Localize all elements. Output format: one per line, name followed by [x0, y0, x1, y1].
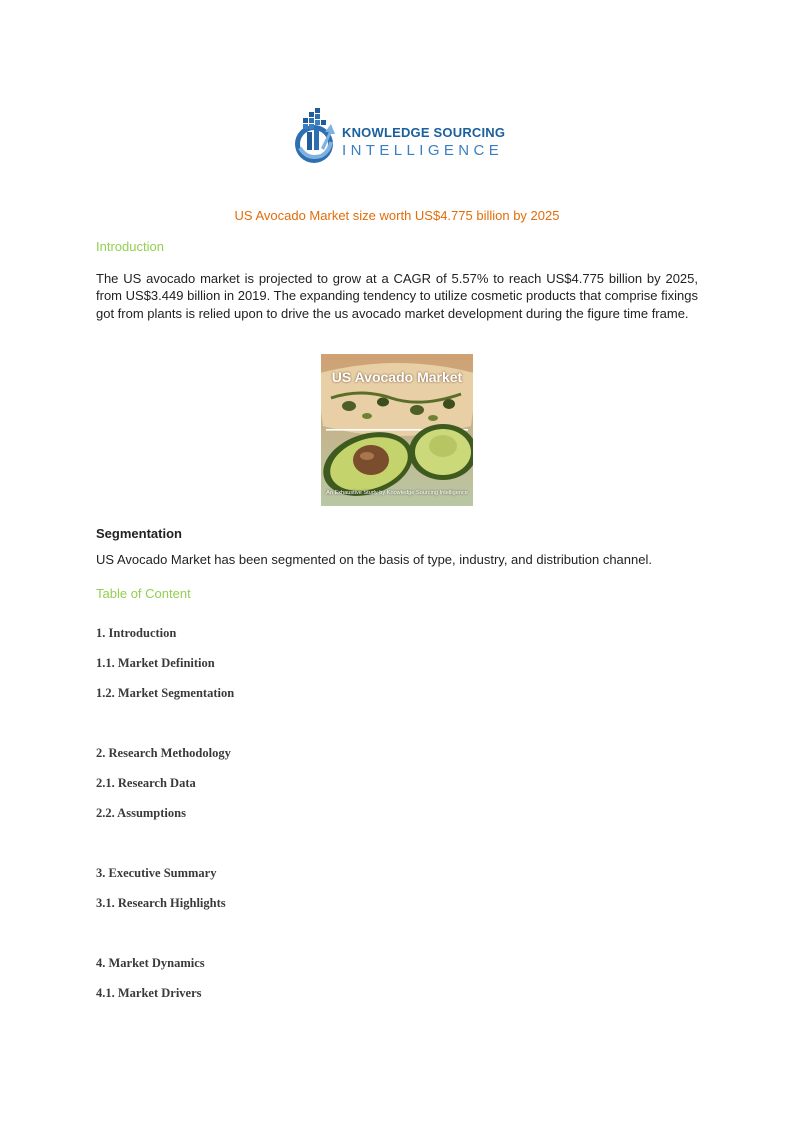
toc-item: 1.2. Market Segmentation: [96, 686, 235, 700]
toc-item: 2.1. Research Data: [96, 776, 196, 790]
page-title: US Avocado Market size worth US$4.775 billion by 2025: [234, 208, 560, 223]
toc-item: 4. Market Dynamics: [96, 956, 205, 970]
toc-item: 3.1. Research Highlights: [96, 896, 226, 910]
introduction-heading: Introduction: [96, 239, 164, 254]
logo-line-1: KNOWLEDGE SOURCING: [342, 125, 506, 140]
toc-heading: Table of Content: [96, 586, 191, 601]
segmentation-text: US Avocado Market has been segmented on the basis of type, industry, and distribution channel.: [96, 552, 652, 567]
logo-line-2: INTELLIGENCE: [342, 142, 504, 159]
toc-item: 2. Research Methodology: [96, 746, 231, 760]
toc-item: 3. Executive Summary: [96, 866, 217, 880]
company-logo: [291, 104, 506, 166]
introduction-paragraph: The US avocado market is projected to grow at a CAGR of 5.57% to reach US$4.775 billion by 2025, from US$3.449 billion in 2019. The expanding tendency to utilize cosmetic products that comprise fixings got from plants is relied upon to drive the us avocado market development during the figure time frame.: [96, 271, 698, 321]
report-cover-image: [321, 354, 473, 506]
toc-item: 2.2. Assumptions: [96, 806, 186, 820]
toc-item: 1. Introduction: [96, 626, 177, 640]
cover-subtitle: An Exhaustive Study by Knowledge Sourcing Intelligence: [326, 490, 468, 496]
logo-mark-icon: [291, 104, 341, 166]
toc-item: 1.1. Market Definition: [96, 656, 215, 670]
segmentation-heading: Segmentation: [96, 526, 182, 541]
cover-title: US Avocado Market: [331, 369, 463, 385]
toc-item: 4.1. Market Drivers: [96, 986, 202, 1000]
